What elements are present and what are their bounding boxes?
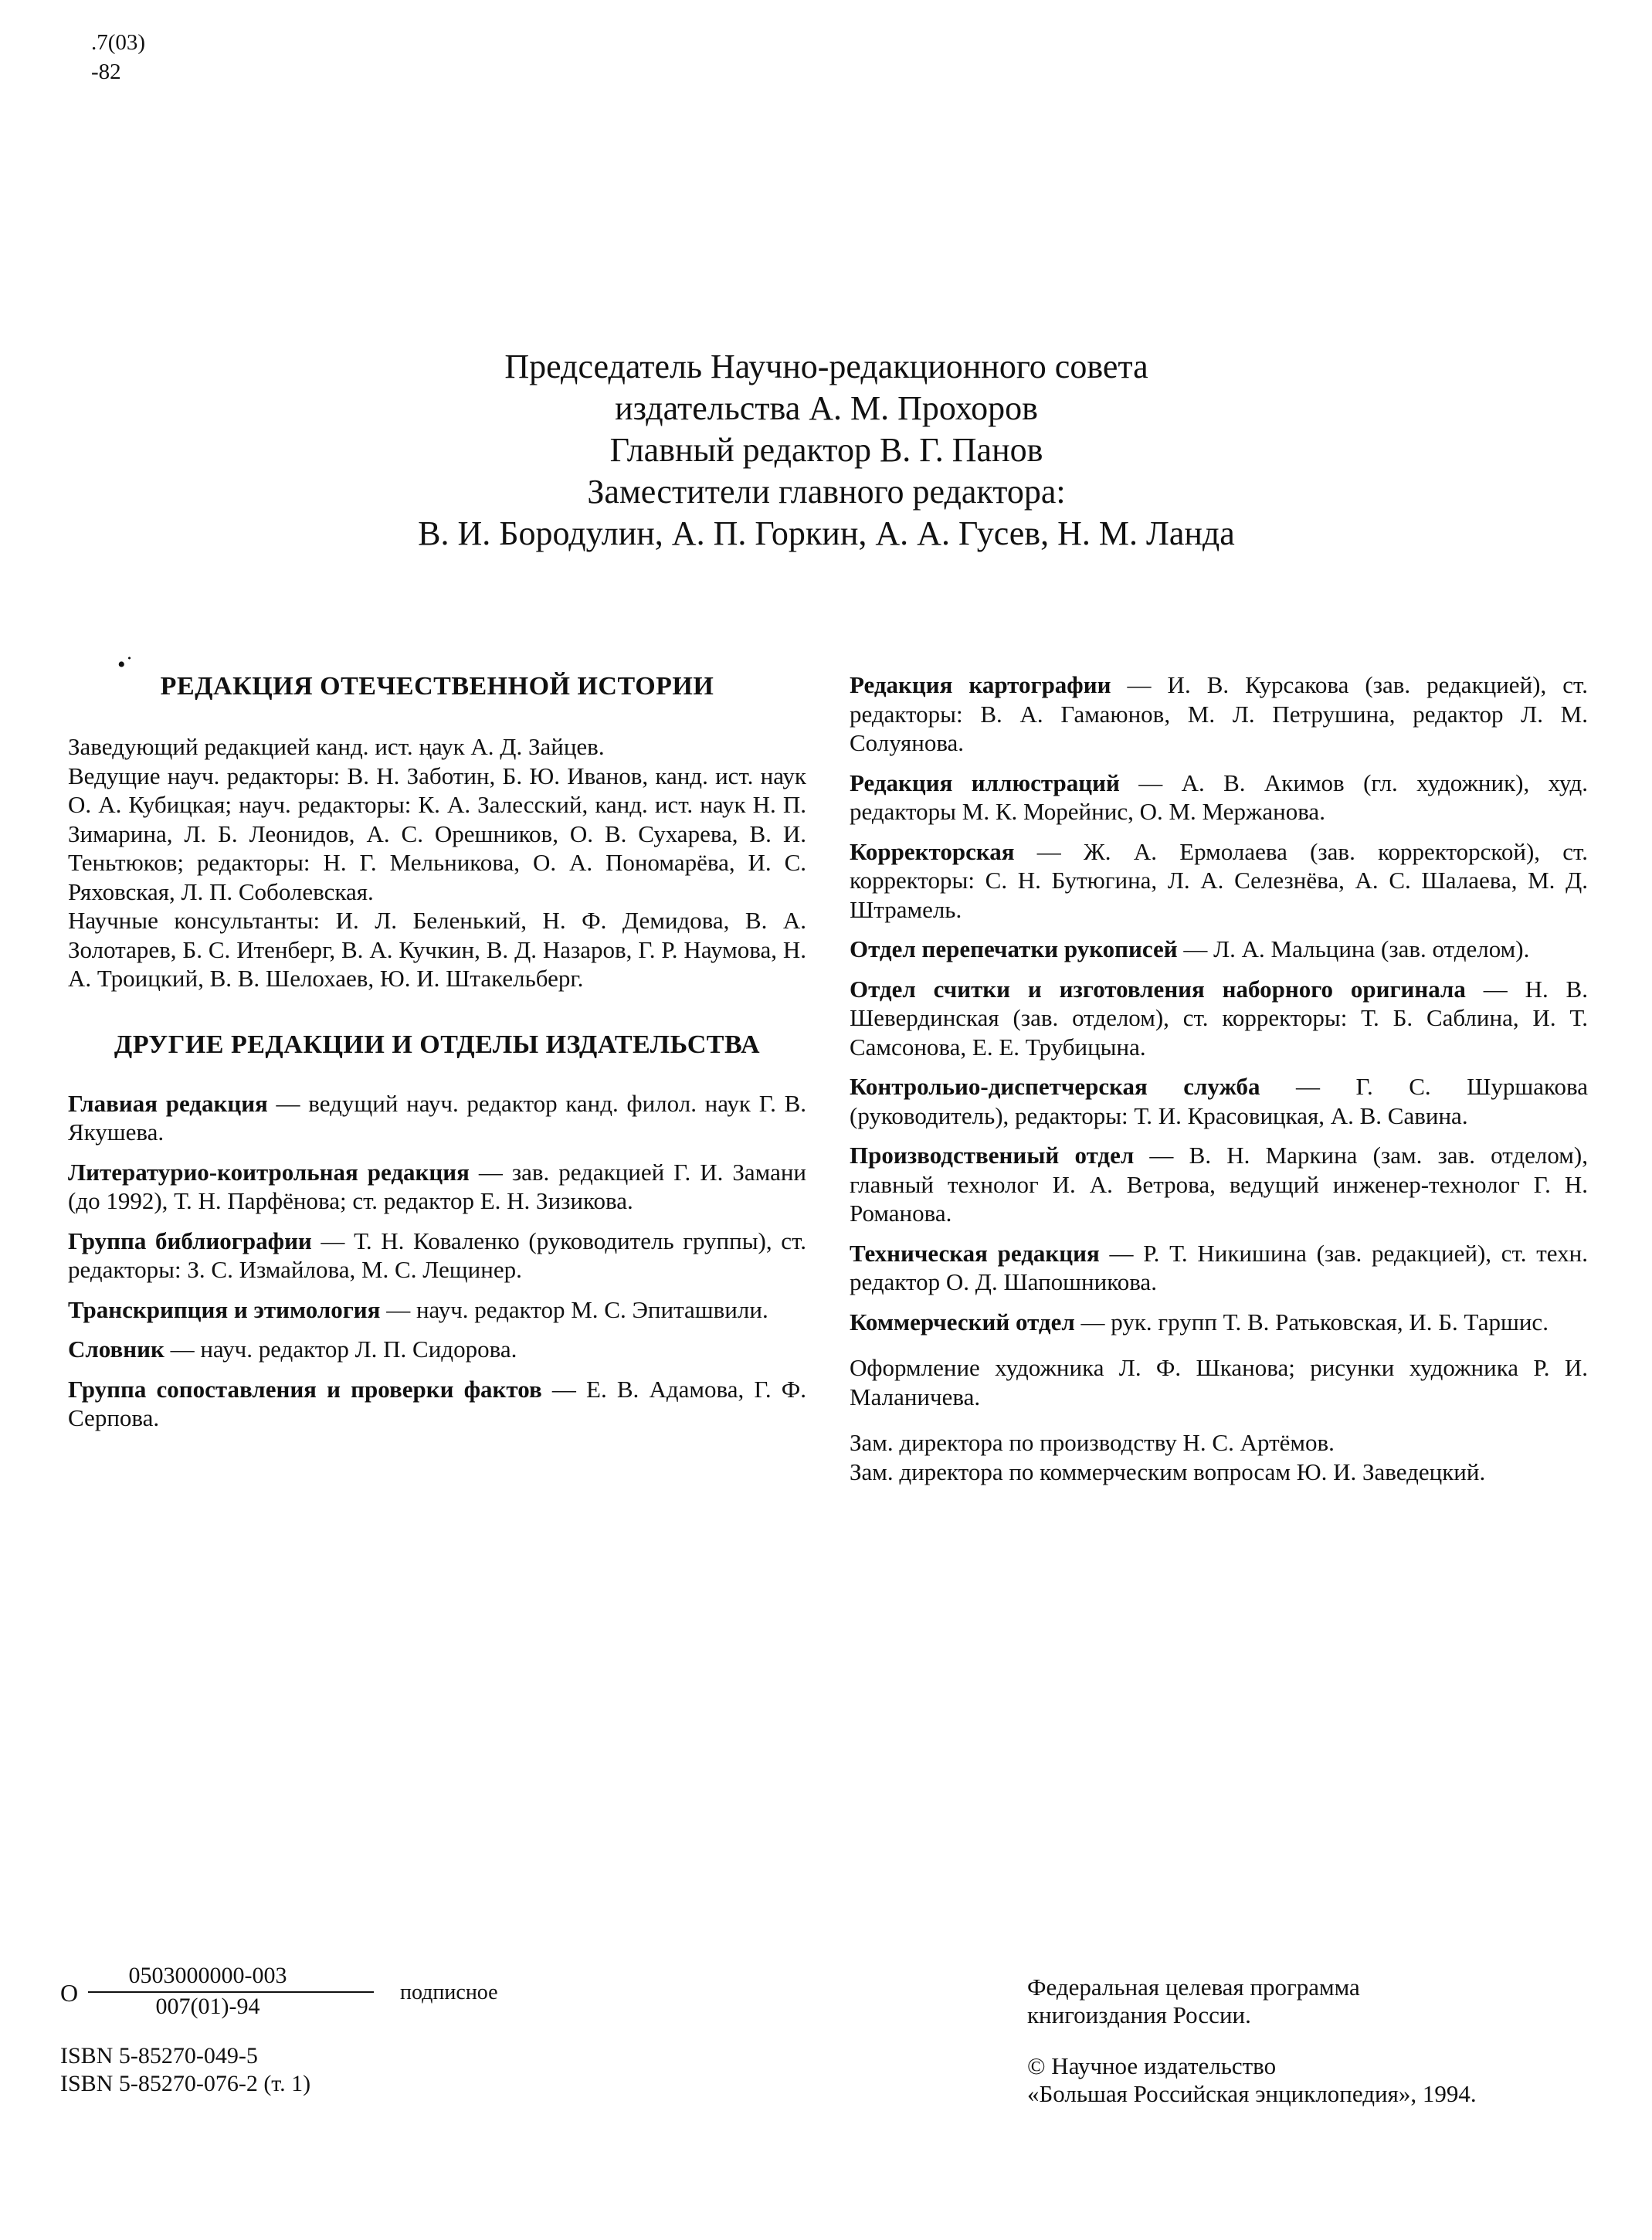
department-entry [850, 935, 1588, 964]
department-entry [850, 670, 1588, 758]
publisher-info [1027, 1974, 1477, 2108]
department-name: Контрольио-диспетчерская служба [850, 1073, 1260, 1100]
department-staff: — зав. редакцией Г. И. Замани (до 1992), Т. Н. Парфёнова; ст. редактор Е. Н. Зизикова. [68, 1158, 807, 1214]
department-staff: — Р. Т. Никишина (зав. редакцией), ст. техн. редактор О. Д. Шапошникова. [850, 1239, 1588, 1295]
history-consultants: Научные консультанты: И. Л. Беленький, Н. Ф. Демидова, В. А. Золотарев, Б. С. Итенберг, В. А. Кучкин, В. Д. Назаров, Г. Р. Наумова, Н. А. Троицкий, В. В. Шелохаев, Ю. И. Штакельберг. [68, 907, 806, 992]
department-name: Отдел перепечатки рукописей [850, 935, 1178, 962]
program-line-2: книгоиздания России. [1027, 2001, 1251, 2028]
history-editors: Ведущие науч. редакторы: В. Н. Заботин, Б. Ю. Иванов, канд. ист. наук О. А. Кубицкая; науч. редакторы: К. А. Залесский, канд. ист. наук Н. П. Зимарина, Л. Б. Леонидов, А. С. Орешников, О. В. Сухарева, В. И. Теньтюков; редакторы: Н. Г. Мельникова, О. А. Пономарёва, И. С. Ряховская, Л. П. Соболевская. [68, 762, 806, 905]
department-entry [68, 1089, 806, 1147]
department-name: Редакция картографии [850, 671, 1111, 698]
department-name: Корректорская [850, 837, 1015, 865]
subscription-note: подписное [400, 1980, 498, 2004]
section-title-other-departments: ДРУГИЕ РЕДАКЦИИ И ОТДЕЛЫ ИЗДАТЕЛЬСТВА [114, 1030, 761, 1059]
department-name: Производствениый отдел [850, 1142, 1135, 1169]
department-staff: — науч. редактор Л. П. Сидорова. [164, 1336, 517, 1363]
department-entry [850, 1072, 1588, 1130]
department-staff: — И. В. Курсакова (зав. редакцией), ст. редакторы: В. А. Гамаюнов, М. Л. Петрушина, редактор Л. М. Солуянова. [850, 671, 1588, 756]
department-name: Литературио-коитрольная редакция [68, 1158, 470, 1186]
deputy-director-commercial: Зам. директора по коммерческим вопросам Ю. И. Заведецкий. [850, 1458, 1486, 1485]
copyright-line-1: © Научное издательство [1027, 2052, 1277, 2079]
catalogue-info [60, 1962, 498, 2098]
department-name: Техническая редакция [850, 1239, 1100, 1267]
department-staff: — А. В. Акимов (гл. художник), худ. редакторы М. К. Морейнис, О. М. Мержанова. [850, 769, 1588, 825]
copyright-line-2: «Большая Российская энциклопедия», 1994. [1027, 2080, 1477, 2107]
isbn-1: ISBN 5-85270-049-5 [60, 2043, 258, 2069]
board-deputies-names: В. И. Бородулин, А. П. Горкин, А. А. Гусев, Н. М. Ланда [418, 514, 1235, 552]
department-name: Отдел считки и изготовления наборного оригинала [850, 975, 1466, 1003]
history-head-editor: Заведующий редакцией канд. ист. ңаук А. Д. Зайцев. [68, 733, 605, 760]
department-staff: — В. Н. Маркина (зам. зав. отделом), главный технолог И. А. Ветрова, ведущий инженер-технолог Г. Н. Романова. [850, 1142, 1588, 1227]
editorial-board-header [293, 346, 1359, 555]
isbn-block [60, 2042, 493, 2098]
catalogue-letter: О [60, 1979, 79, 2007]
right-column [850, 670, 1588, 1486]
department-name: Главиая редакция [68, 1089, 268, 1117]
department-entry [68, 1295, 806, 1325]
department-entry [68, 1335, 806, 1364]
department-staff: — Ж. А. Ермолаева (зав. корректорской), ст. корректоры: С. Н. Бутюгина, Л. А. Селезнёва, А. С. Шалаева, М. Д. Штрамель. [850, 837, 1588, 923]
department-entry [68, 1375, 806, 1433]
department-name: Редакция иллюстраций [850, 769, 1120, 796]
board-chief-editor-line: Главный редактор В. Г. Панов [609, 431, 1043, 469]
department-staff: — ведущий науч. редактор канд. филол. наук Г. В. Якушева. [68, 1089, 807, 1145]
department-staff: — Н. В. Шевердинская (зав. отделом), ст. корректоры: Т. Б. Саблина, И. Т. Самсонова, Е. Е. Трубицына. [850, 975, 1588, 1061]
program-line-1: Федеральная целевая программа [1027, 1974, 1360, 2001]
classification-code [91, 28, 145, 87]
board-deputies-heading: Заместители главного редактора: [587, 473, 1066, 511]
department-staff: — Г. С. Шуршакова (руководитель), редакторы: Т. И. Красовицкая, А. В. Савина. [850, 1073, 1588, 1129]
department-entry [850, 1308, 1588, 1337]
department-staff: — Е. В. Адамова, Г. Ф. Серпова. [68, 1375, 806, 1431]
department-entry [850, 975, 1588, 1062]
board-chairman-name-line: издательства А. М. Прохоров [615, 389, 1038, 427]
department-name: Группа сопоставления и проверки фактов [68, 1375, 542, 1403]
catalogue-numerator: 0503000000-003 [128, 1963, 287, 1988]
deputy-director-production: Зам. директора по производству Н. С. Артёмов. [850, 1429, 1335, 1456]
board-chairman-line: Председатель Научно-редакционного совета [504, 348, 1148, 385]
catalogue-index [60, 1962, 498, 2027]
catalogue-denominator: 007(01)-94 [155, 1994, 260, 2019]
department-staff: — науч. редактор М. С. Эпиташвили. [380, 1295, 768, 1323]
section-title-history: РЕДАКЦИЯ ОТЕЧЕСТВЕННОЙ ИСТОРИИ [160, 672, 714, 701]
department-entry [850, 769, 1588, 826]
department-entry [68, 1158, 806, 1216]
left-column [68, 670, 806, 1433]
classification-code-line-1: .7(03) [91, 30, 146, 55]
department-name: Словник [68, 1336, 165, 1363]
design-credits: Оформление художника Л. Ф. Шканова; рисунки художника Р. И. Маланичева. [850, 1354, 1588, 1410]
department-name: Коммерческий отдел [850, 1308, 1075, 1336]
isbn-2: ISBN 5-85270-076-2 (т. 1) [60, 2071, 311, 2096]
classification-code-line-2: -82 [91, 59, 121, 84]
department-entry [68, 1227, 806, 1285]
stray-mark: •˙ [117, 652, 134, 677]
department-entry [850, 837, 1588, 925]
department-staff: — рук. групп Т. В. Ратьковская, И. Б. Таршис. [1074, 1308, 1549, 1336]
department-name: Группа библиографии [68, 1227, 312, 1254]
department-entry [850, 1239, 1588, 1297]
department-name: Транскрипция и этимология [68, 1295, 381, 1323]
department-entry [850, 1141, 1588, 1228]
department-staff: — Т. Н. Коваленко (руководитель группы), ст. редакторы: З. С. Измайлова, М. С. Лещинер. [68, 1227, 806, 1283]
department-staff: — Л. А. Мальцина (зав. отделом). [1177, 935, 1530, 962]
